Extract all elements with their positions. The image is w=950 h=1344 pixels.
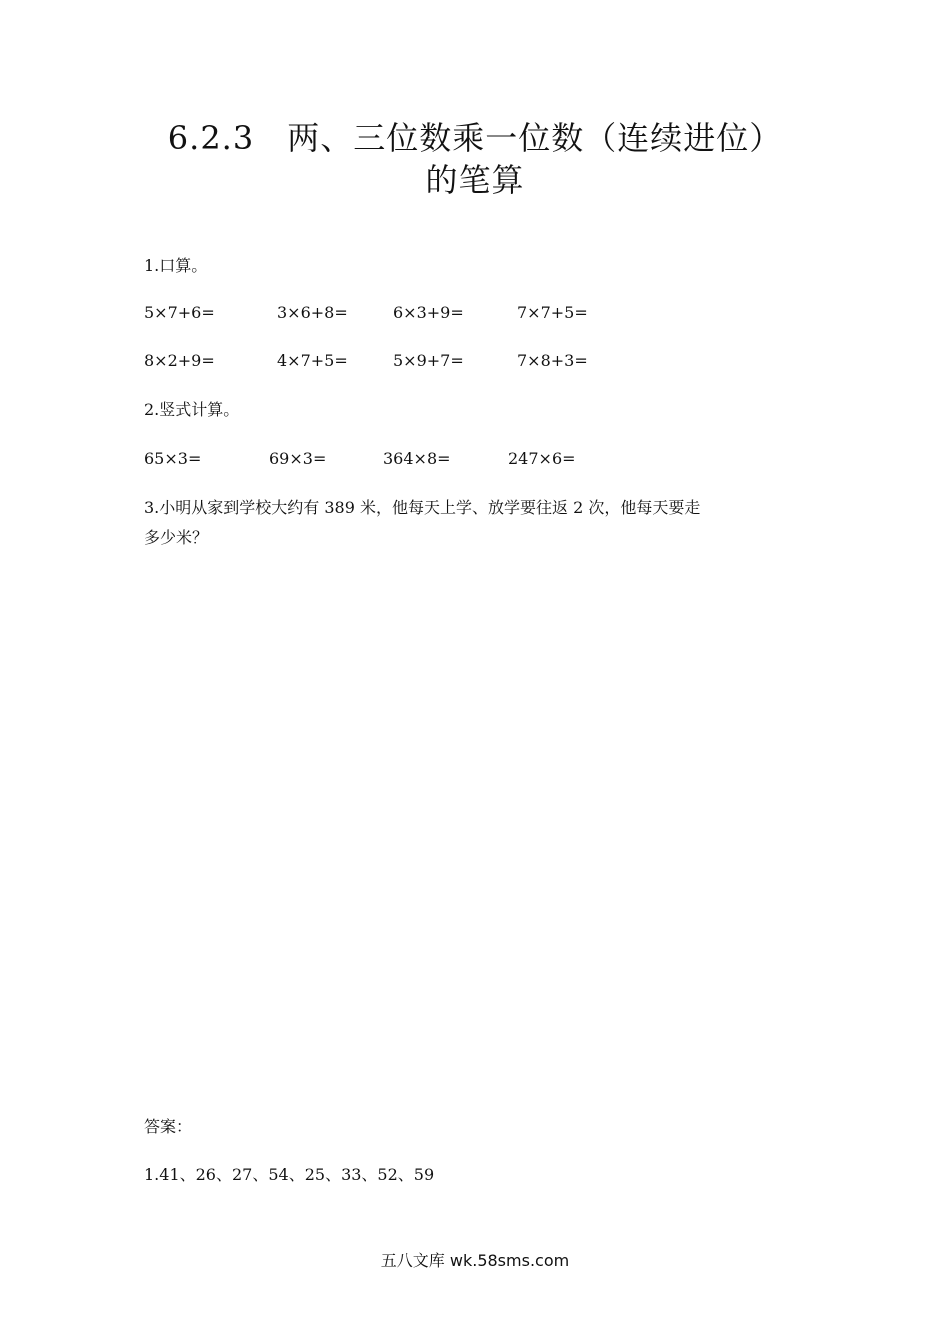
q2-item2: 69×3= — [269, 449, 327, 468]
q1-row1-item3: 6×3+9= — [393, 303, 464, 322]
q2-item1: 65×3= — [144, 449, 202, 468]
q1-row1-item4: 7×7+5= — [517, 303, 588, 322]
q1-row2-item4: 7×8+3= — [517, 351, 588, 370]
q1-row2-item2: 4×7+5= — [277, 351, 348, 370]
page-title: 6.2.3 两、三位数乘一位数（连续进位） — [167, 119, 783, 157]
q2-item4: 247×6= — [508, 449, 576, 468]
footer-watermark: 五八文库 wk.58sms.com — [380, 1251, 570, 1270]
answers-heading: 答案： — [144, 1117, 193, 1136]
q1-row1-item2: 3×6+8= — [277, 303, 348, 322]
q2-item3: 364×8= — [383, 449, 451, 468]
q1-row2-item3: 5×9+7= — [393, 351, 464, 370]
answers-line-1: 1.41、26、27、54、25、33、52、59 — [144, 1165, 435, 1184]
q1-row2-item1: 8×2+9= — [144, 351, 215, 370]
q1-row1-item1: 5×7+6= — [144, 303, 215, 322]
question-1-heading: 1.口算。 — [144, 256, 208, 275]
question-3-text-continued: 多少米？ — [144, 528, 209, 547]
page-title-continued: 的笔算 — [425, 161, 525, 199]
question-3-text: 3.小明从家到学校大约有 389 米，他每天上学、放学要往返 2 次，他每天要走 — [144, 498, 701, 517]
question-2-heading: 2.竖式计算。 — [144, 400, 240, 419]
